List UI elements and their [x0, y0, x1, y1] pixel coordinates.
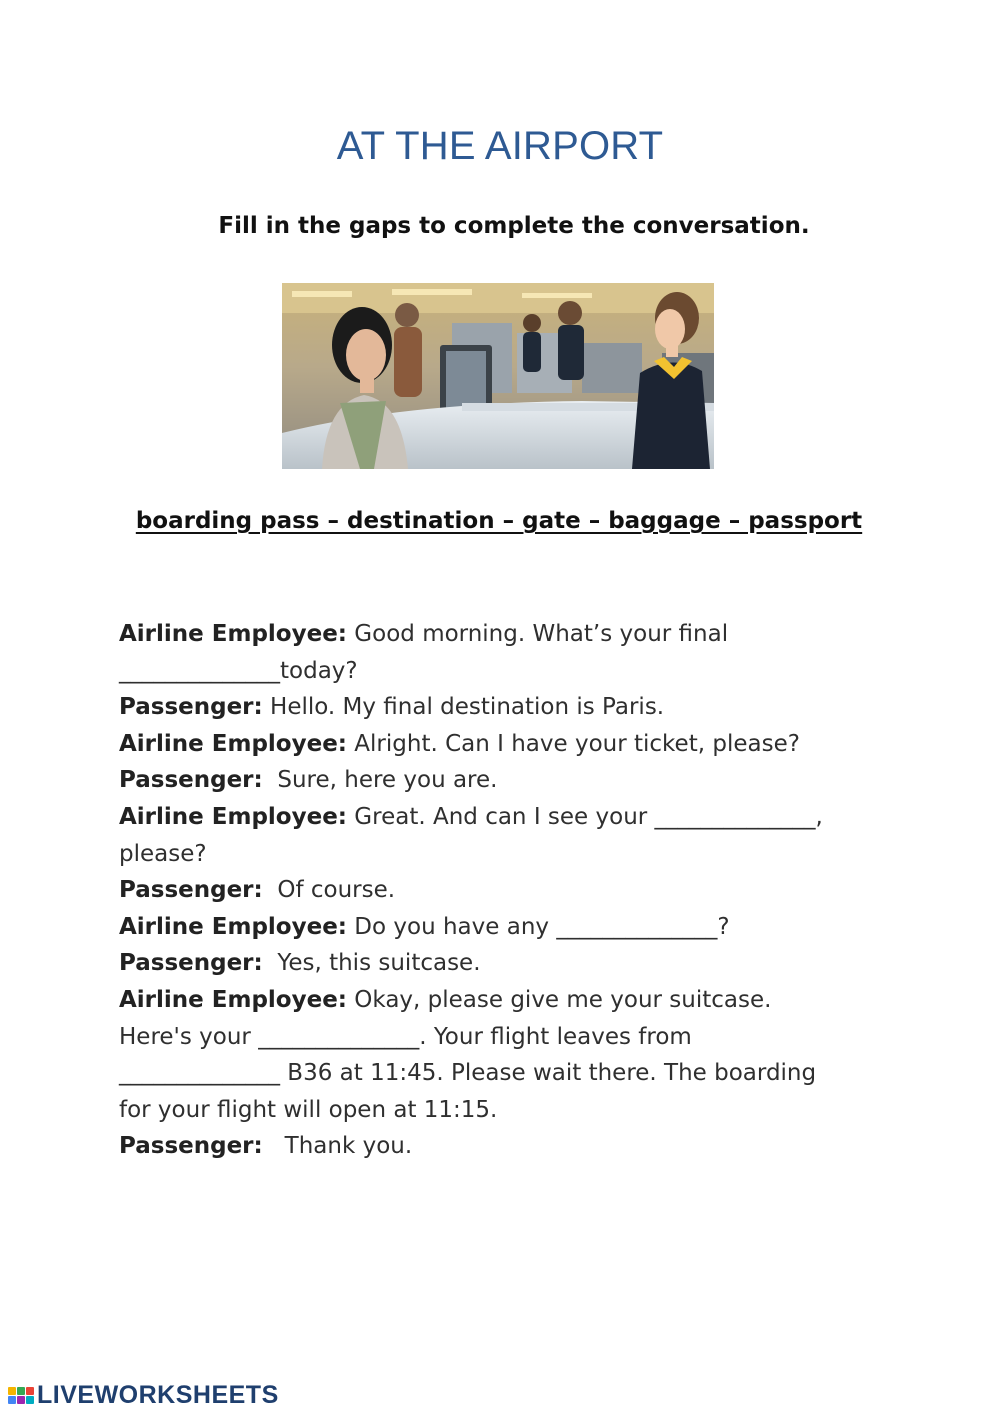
dialogue-line — [119, 1019, 889, 1056]
speaker-label: Airline Employee: — [119, 803, 347, 830]
dialogue-line — [119, 909, 889, 946]
line-text: Here's your ______________. Your flight leaves from — [119, 1023, 692, 1050]
speaker-label: Passenger: — [119, 877, 263, 904]
page-title: AT THE AIRPORT — [336, 124, 664, 168]
line-text: Good morning. What’s your final — [347, 621, 729, 647]
speaker-label: Passenger: — [119, 1133, 263, 1160]
word-bank: boarding pass – destination – gate – baggage – passport — [135, 508, 863, 534]
dialogue-line — [119, 726, 889, 763]
dialogue-line — [119, 1128, 889, 1165]
line-text: Thank you. — [262, 1133, 413, 1160]
logo-square-icon — [17, 1387, 25, 1395]
line-text: ______________ B36 at 11:45. Please wait there. The boarding — [119, 1060, 817, 1087]
logo-square-icon — [26, 1387, 34, 1395]
logo-square-icon — [26, 1396, 34, 1404]
logo-text: LIVEWORKSHEETS — [37, 1380, 279, 1409]
airport-check-in-photo — [282, 283, 714, 469]
liveworksheets-logo — [8, 1381, 279, 1409]
logo-grid-icon — [8, 1387, 34, 1404]
line-text: Yes, this suitcase. — [262, 950, 481, 977]
speaker-label: Airline Employee: — [119, 621, 347, 647]
dialogue-line — [119, 689, 889, 726]
speaker-label: Passenger: — [119, 950, 263, 977]
line-text: please? — [119, 840, 207, 867]
dialogue-line — [119, 1092, 889, 1129]
line-text: Okay, please give me your suitcase. — [347, 986, 772, 1013]
line-text: Do you have any ______________? — [347, 913, 730, 940]
line-text: Of course. — [262, 877, 396, 904]
dialogue-line — [119, 872, 889, 909]
speaker-label: Passenger: — [119, 767, 263, 794]
speaker-label: Airline Employee: — [119, 730, 347, 757]
line-text: ______________today? — [119, 657, 358, 684]
dialogue-line — [119, 762, 889, 799]
logo-square-icon — [8, 1396, 16, 1404]
dialogue-line — [119, 945, 889, 982]
line-text: for your flight will open at 11:15. — [119, 1096, 498, 1123]
speaker-label: Passenger: — [119, 694, 263, 721]
dialogue — [119, 616, 889, 1165]
speaker-label: Airline Employee: — [119, 913, 347, 940]
dialogue-line — [119, 836, 889, 873]
dialogue-line — [119, 982, 889, 1019]
dialogue-line — [119, 616, 889, 653]
line-text: Great. And can I see your ______________, — [347, 803, 823, 830]
logo-square-icon — [8, 1387, 16, 1395]
speaker-label: Airline Employee: — [119, 986, 347, 1013]
line-text: Alright. Can I have your ticket, please? — [347, 730, 800, 757]
line-text: Hello. My final destination is Paris. — [262, 694, 665, 721]
line-text: Sure, here you are. — [262, 767, 498, 794]
dialogue-line — [119, 1055, 889, 1092]
dialogue-line — [119, 653, 889, 690]
dialogue-line — [119, 799, 889, 836]
instruction-text: Fill in the gaps to complete the conversation. — [218, 213, 810, 239]
logo-square-icon — [17, 1396, 25, 1404]
